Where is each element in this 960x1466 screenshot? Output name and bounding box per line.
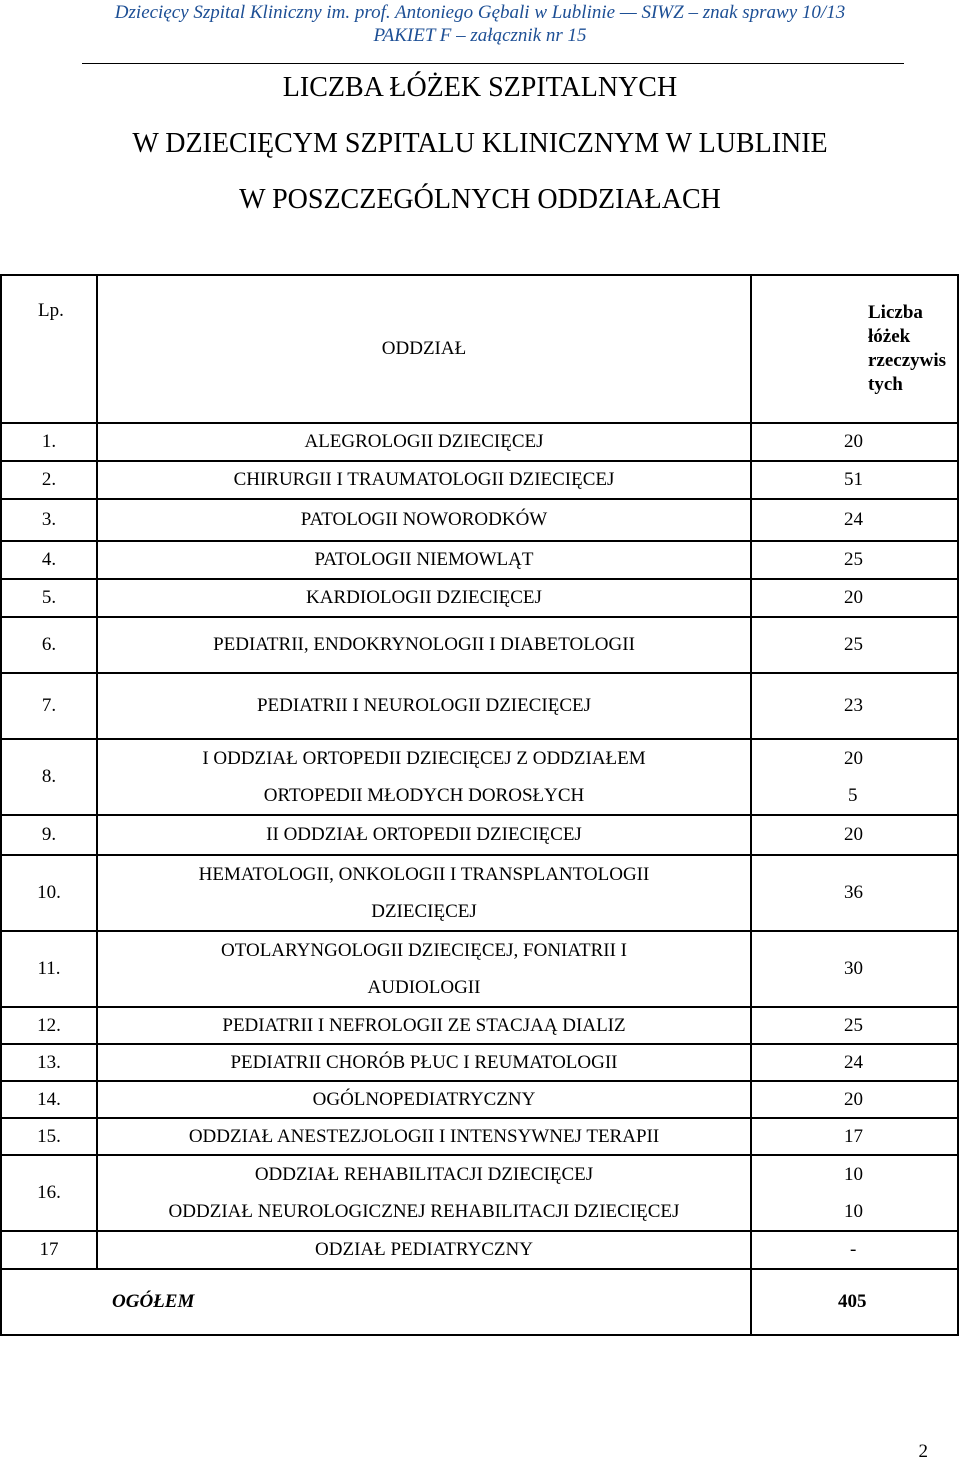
document-title-line1: LICZBA ŁÓŻEK SZPITALNYCH — [282, 72, 678, 103]
row-name-line1: HEMATOLOGII, ONKOLOGII I TRANSPLANTOLOGII — [198, 864, 650, 885]
row-name — [97, 739, 751, 815]
row-name-line2: ODDZIAŁ NEUROLOGICZNEJ REHABILITACJI DZIECIĘCEJ — [168, 1201, 680, 1222]
total-label: OGÓŁEM — [112, 1291, 195, 1312]
row-name: ODDZIAŁ ANESTEZJOLOGII I INTENSYWNEJ TERAPII — [97, 1118, 751, 1155]
row-name: OGÓLNOPEDIATRYCZNY — [97, 1081, 751, 1118]
row-name: ALEGROLOGII DZIECIĘCEJ — [97, 423, 751, 461]
header-lp: Lp. — [1, 275, 97, 423]
row-beds: 30 — [751, 931, 958, 1007]
table-row — [1, 673, 958, 739]
row-beds: 17 — [751, 1118, 958, 1155]
row-beds: 20 — [751, 815, 958, 855]
table-row — [1, 739, 958, 815]
row-name: PEDIATRII, ENDOKRYNOLOGII I DIABETOLOGII — [97, 617, 751, 673]
row-name — [97, 855, 751, 931]
row-name — [97, 931, 751, 1007]
table-row — [1, 931, 958, 1007]
total-value: 405 — [751, 1269, 958, 1335]
row-name: PEDIATRII I NEUROLOGII DZIECIĘCEJ — [97, 673, 751, 739]
table-row — [1, 423, 958, 461]
row-name: PATOLOGII NOWORODKÓW — [97, 499, 751, 541]
row-lp: 17 — [1, 1231, 97, 1269]
row-beds: 20 — [751, 579, 958, 617]
row-lp: 16. — [1, 1155, 97, 1231]
row-beds-line1: 20 — [844, 748, 863, 769]
row-lp: 6. — [1, 617, 97, 673]
header-beds-line3: rzeczywis — [868, 350, 947, 371]
table-row — [1, 579, 958, 617]
header-beds — [751, 275, 958, 423]
row-lp: 3. — [1, 499, 97, 541]
row-beds-line1: 10 — [844, 1164, 863, 1185]
row-lp: 4. — [1, 541, 97, 579]
row-beds: 25 — [751, 1007, 958, 1044]
document-title-line3: W POSZCZEGÓLNYCH ODDZIAŁACH — [239, 184, 721, 215]
row-beds: 24 — [751, 1044, 958, 1081]
row-lp: 2. — [1, 461, 97, 499]
beds-table — [0, 274, 959, 1336]
row-lp: 13. — [1, 1044, 97, 1081]
row-beds-line2: 10 — [844, 1201, 863, 1222]
row-name: II ODDZIAŁ ORTOPEDII DZIECIĘCEJ — [97, 815, 751, 855]
row-name-line2: DZIECIĘCEJ — [371, 901, 477, 922]
row-beds — [751, 1155, 958, 1231]
table-row — [1, 1155, 958, 1231]
row-beds: 20 — [751, 1081, 958, 1118]
row-beds: 23 — [751, 673, 958, 739]
row-name-line1: ODDZIAŁ REHABILITACJI DZIECIĘCEJ — [254, 1164, 594, 1185]
row-lp: 15. — [1, 1118, 97, 1155]
row-name: PEDIATRII CHORÓB PŁUC I REUMATOLOGII — [97, 1044, 751, 1081]
row-beds: 36 — [751, 855, 958, 931]
table-row — [1, 1118, 958, 1155]
row-lp: 14. — [1, 1081, 97, 1118]
row-name — [97, 1155, 751, 1231]
table-row — [1, 815, 958, 855]
row-lp: 5. — [1, 579, 97, 617]
header-beds-line4: tych — [868, 374, 903, 395]
row-lp: 12. — [1, 1007, 97, 1044]
header-beds-line1: Liczba — [868, 302, 923, 323]
row-beds: 20 — [751, 423, 958, 461]
total-label-cell — [1, 1269, 751, 1335]
total-row — [1, 1269, 958, 1335]
row-beds: 25 — [751, 617, 958, 673]
row-beds: - — [751, 1231, 958, 1269]
row-name: CHIRURGII I TRAUMATOLOGII DZIECIĘCEJ — [97, 461, 751, 499]
row-lp: 9. — [1, 815, 97, 855]
row-lp: 8. — [1, 739, 97, 815]
running-header-line1: Dziecięcy Szpital Kliniczny im. prof. Antoniego Gębali w Lublinie — SIWZ – znak sprawy 10/13 — [114, 2, 846, 23]
row-name: PATOLOGII NIEMOWLĄT — [97, 541, 751, 579]
row-lp: 11. — [1, 931, 97, 1007]
document-title-line2: W DZIECIĘCYM SZPITALU KLINICZNYM W LUBLINIE — [132, 128, 828, 159]
page-number: 2 — [918, 1441, 928, 1462]
row-beds-line2: 5 — [848, 785, 858, 806]
row-beds: 51 — [751, 461, 958, 499]
table-row — [1, 1007, 958, 1044]
row-lp: 1. — [1, 423, 97, 461]
header-beds-line2: łóżek — [868, 326, 911, 347]
table-row — [1, 1081, 958, 1118]
table-row — [1, 617, 958, 673]
row-name-line1: I ODDZIAŁ ORTOPEDII DZIECIĘCEJ Z ODDZIAŁEM — [202, 748, 646, 769]
table-row — [1, 541, 958, 579]
row-name: PEDIATRII I NEFROLOGII ZE STACJAĄ DIALIZ — [97, 1007, 751, 1044]
row-lp: 10. — [1, 855, 97, 931]
table-row — [1, 1044, 958, 1081]
header-oddzial: ODDZIAŁ — [97, 275, 751, 423]
table-row — [1, 1231, 958, 1269]
table-header-row — [1, 275, 958, 423]
row-beds — [751, 739, 958, 815]
running-header-line2: PAKIET F – załącznik nr 15 — [373, 25, 587, 46]
row-name-line2: AUDIOLOGII — [367, 977, 481, 998]
table-row — [1, 855, 958, 931]
row-beds: 25 — [751, 541, 958, 579]
row-name-line2: ORTOPEDII MŁODYCH DOROSŁYCH — [263, 785, 585, 806]
table-row — [1, 499, 958, 541]
row-lp: 7. — [1, 673, 97, 739]
table-row — [1, 461, 958, 499]
header-divider — [82, 63, 904, 64]
row-name: ODZIAŁ PEDIATRYCZNY — [97, 1231, 751, 1269]
row-name: KARDIOLOGII DZIECIĘCEJ — [97, 579, 751, 617]
row-name-line1: OTOLARYNGOLOGII DZIECIĘCEJ, FONIATRII I — [221, 940, 627, 961]
row-beds: 24 — [751, 499, 958, 541]
